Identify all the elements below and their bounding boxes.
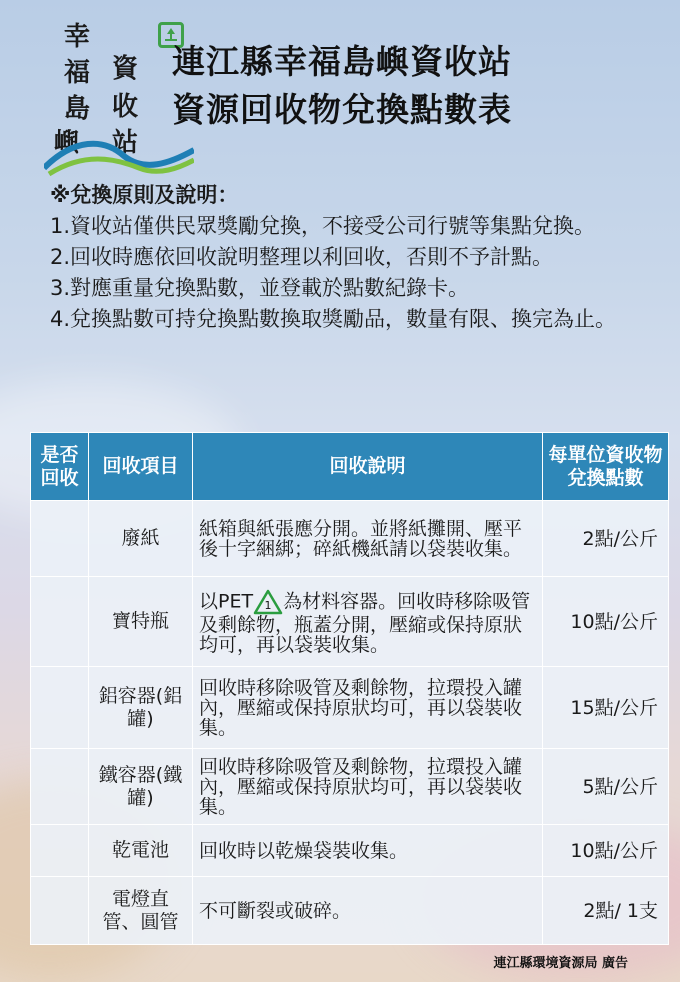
recycle-checkbox-cell[interactable] [31,825,89,877]
rules-section [50,180,650,335]
rules-heading: ※兌換原則及說明： [50,183,239,207]
table-row [31,667,669,749]
footer-credit: 連江縣環境資源局 廣告 [493,956,628,971]
logo-char: 站 [112,128,139,158]
item-cell: 鐵容器(鐵罐) [89,749,193,825]
points-cell: 2點/ 1支 [543,877,669,945]
logo-char: 嶼 [54,128,81,158]
description-cell: 回收時移除吸管及剩餘物，拉環投入罐內，壓縮或保持原狀均可，再以袋裝收集。 [193,749,543,825]
recycle-checkbox-cell[interactable] [31,577,89,667]
description-cell: 不可斷裂或破碎。 [193,877,543,945]
rule-item: 4.兌換點數可持兌換點數換取獎勵品，數量有限、換完為止。 [50,307,617,331]
description-cell: 回收時以乾燥袋裝收集。 [193,825,543,877]
table-row [31,749,669,825]
points-cell: 5點/公斤 [543,749,669,825]
table-header-row [31,433,669,501]
logo-char: 資 [112,54,139,84]
rule-item: 2.回收時應依回收說明整理以利回收，否則不予計點。 [50,245,554,269]
table-row [31,877,669,945]
points-cell: 10點/公斤 [543,825,669,877]
recycle-checkbox-cell[interactable] [31,877,89,945]
header-item: 回收項目 [89,433,193,501]
title-line: 資源回收物兌換點數表 [172,90,512,129]
description-cell [193,577,543,667]
pet-recycle-icon [253,589,283,615]
recycle-checkbox-cell[interactable] [31,501,89,577]
header-recycle-check: 是否回收 [31,433,89,501]
description-cell: 紙箱與紙張應分開。並將紙攤開、壓平後十字綑綁；碎紙機紙請以袋裝收集。 [193,501,543,577]
item-cell: 鋁容器(鋁罐) [89,667,193,749]
points-cell: 15點/公斤 [543,667,669,749]
wave-icon [44,128,194,178]
rule-item: 3.對應重量兌換點數，並登載於點數紀錄卡。 [50,276,470,300]
header-description: 回收說明 [193,433,543,501]
recycle-checkbox-cell[interactable] [31,749,89,825]
rule-item: 1.資收站僅供民眾獎勵兌換，不接受公司行號等集點兌換。 [50,214,596,238]
header-points: 每單位資收物兌換點數 [543,433,669,501]
item-cell: 寶特瓶 [89,577,193,667]
points-cell: 2點/公斤 [543,501,669,577]
description-cell: 回收時移除吸管及剩餘物，拉環投入罐內，壓縮或保持原狀均可，再以袋裝收集。 [193,667,543,749]
pet-number: 1 [264,598,272,612]
item-cell: 廢紙 [89,501,193,577]
item-cell: 電燈直管、圓管 [89,877,193,945]
points-cell: 10點/公斤 [543,577,669,667]
recycle-checkbox-cell[interactable] [31,667,89,749]
description-text: 以PET [199,590,254,612]
logo-char: 幸 [64,22,91,52]
points-table [30,432,669,945]
logo-char: 福 [64,58,91,88]
item-cell: 乾電池 [89,825,193,877]
table-row [31,825,669,877]
logo-char: 島 [64,94,91,124]
page-title [172,38,512,134]
description-text: 為材料容器。回收時移除吸管及剩餘物，瓶蓋分開，壓縮或保持原狀均可，再以袋裝收集。 [199,590,531,656]
table-row [31,501,669,577]
logo-char: 收 [112,92,139,122]
title-line: 連江縣幸福島嶼資收站 [172,42,512,81]
table-row [31,577,669,667]
